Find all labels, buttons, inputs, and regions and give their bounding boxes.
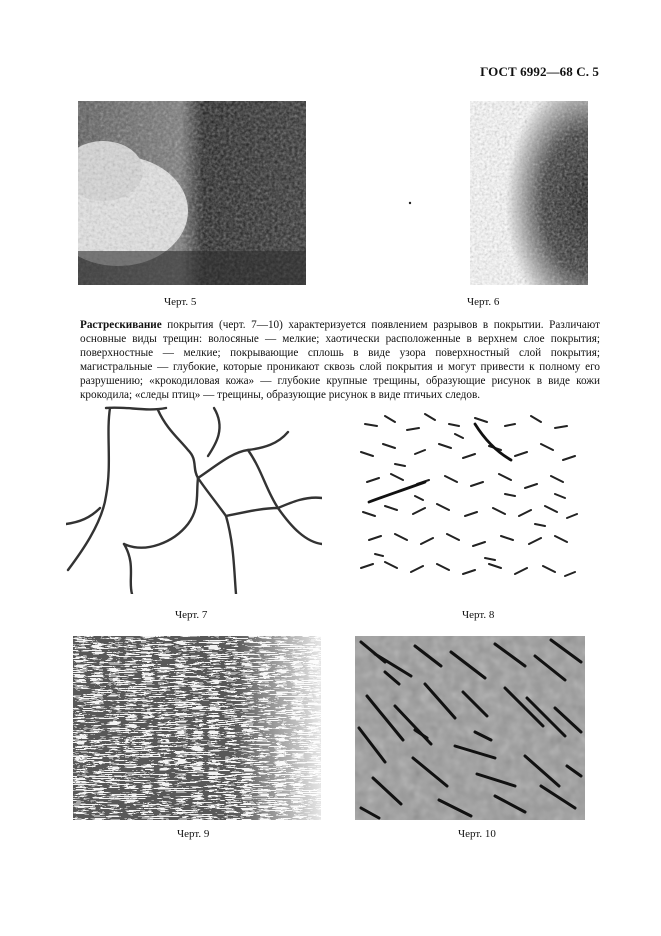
figure-6-caption: Черт. 6 [467,296,500,308]
figure-7-image [66,404,322,594]
figure-10-image [355,636,585,820]
figure-6-image [400,101,588,285]
figure-10-caption: Черт. 10 [458,828,496,840]
cracking-term: Растрескивание [80,319,162,331]
figure-5-caption: Черт. 5 [164,296,197,308]
figure-8-caption: Черт. 8 [462,609,495,621]
page-header: ГОСТ 6992—68 С. 5 [480,64,599,79]
cracking-description-paragraph [80,318,600,403]
figure-8-image [355,404,579,592]
figure-7-caption: Черт. 7 [175,609,208,621]
cracking-text: покрытия (черт. 7—10) характеризуется появлением разрывов в покрытии. Различают основные виды трещин: волосяные — мелкие; хаотически расположенные в верхнем слое покрытия; поверхностные — мелкие; покрывающие сплошь в виде узора поверхностный слой покрытия; магистральные — глубокие, которые проникают сквозь слой покрытия и могут привести к полному его разрушению; «крокодиловая кожа» — глубокие крупные трещины, образующие рисунок в виде кожи крокодила; «следы птиц» — трещины, образующие рисунок в виде птичьих следов. [80,319,600,402]
figure-9-caption: Черт. 9 [177,828,210,840]
figure-5-image [78,101,306,285]
figure-9-image [73,636,321,820]
